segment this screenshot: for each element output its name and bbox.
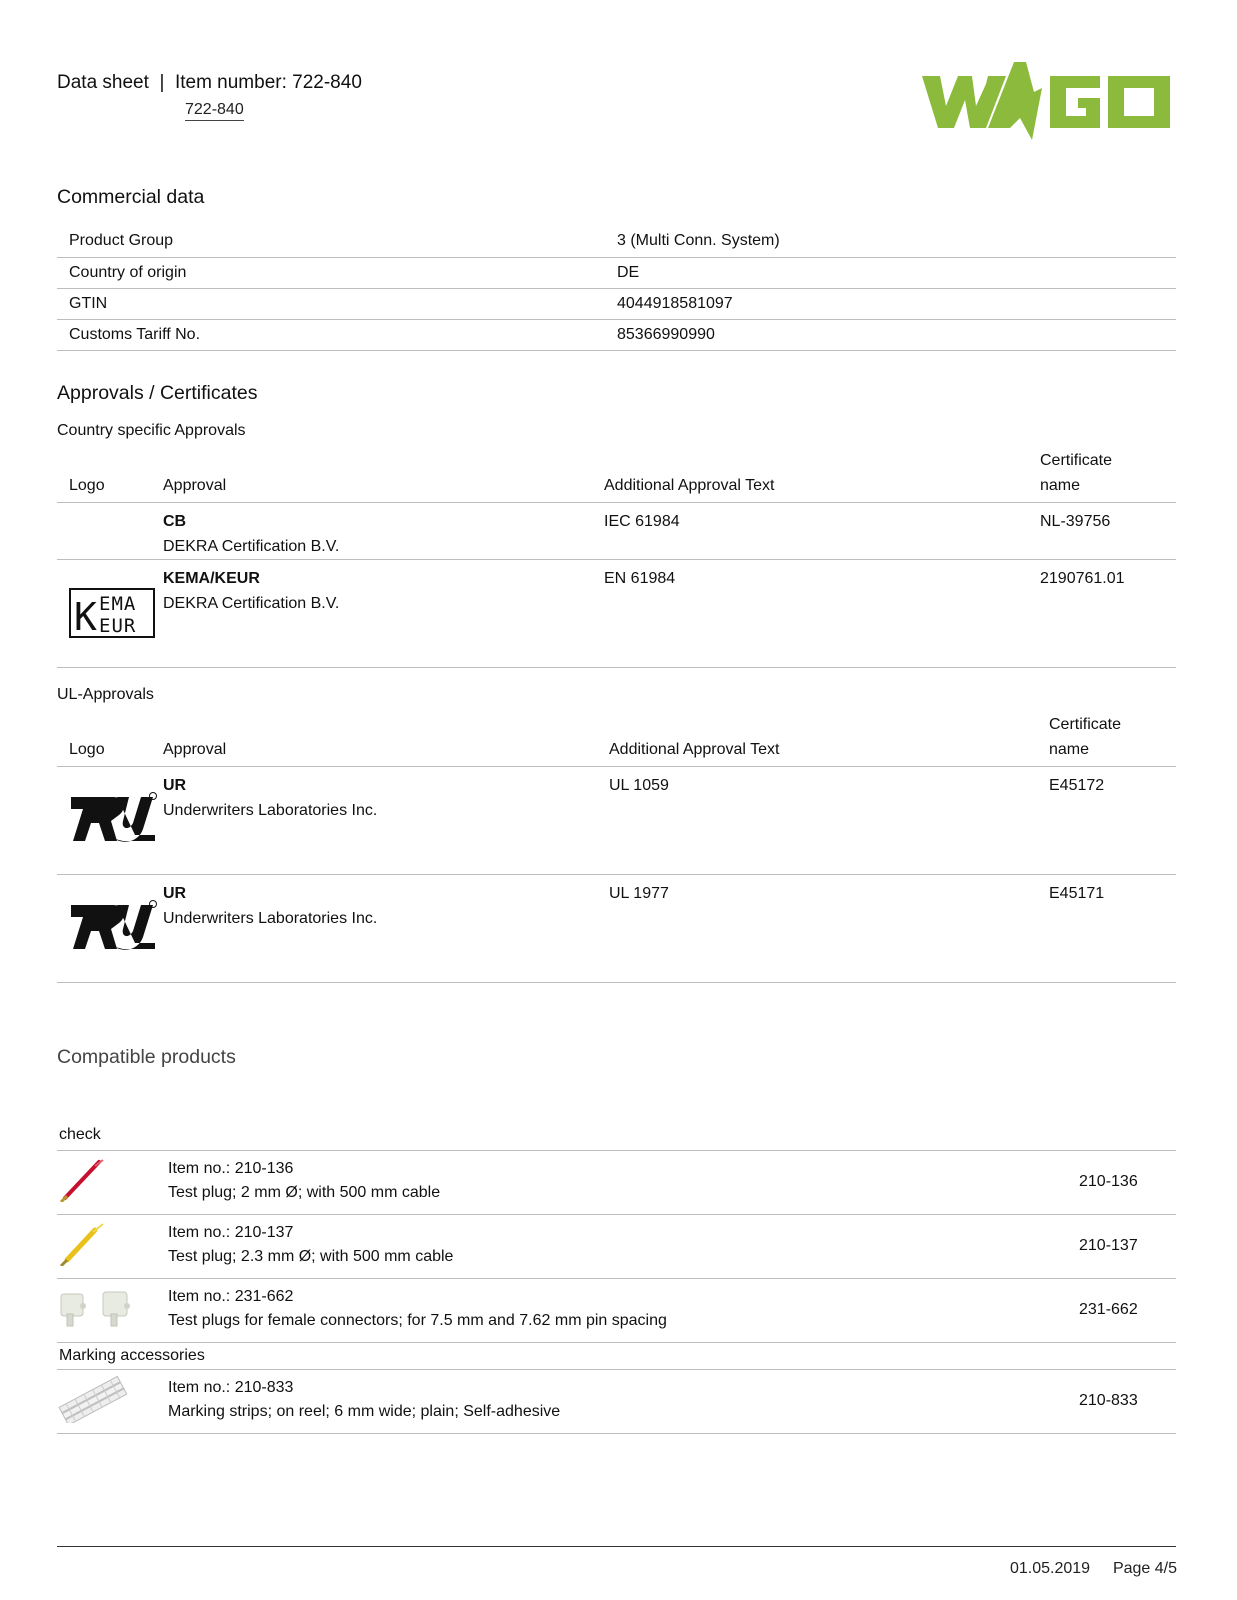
table-row	[57, 319, 1176, 350]
col-additional-text: Additional Approval Text	[604, 448, 1040, 503]
approval-org: Underwriters Laboratories Inc.	[163, 910, 378, 927]
table-row[interactable]	[57, 1150, 1176, 1214]
approval-name: UR	[163, 885, 187, 902]
table-row	[57, 226, 1176, 257]
footer-page: Page 4/5	[1112, 1560, 1177, 1577]
approvals-heading: Approvals / Certificates	[57, 382, 258, 404]
item-description: Test plug; 2 mm Ø; with 500 mm cable	[168, 1183, 441, 1201]
item-text	[168, 1369, 1079, 1433]
approval-name: KEMA/KEUR	[163, 570, 260, 587]
commercial-data-table	[57, 226, 1176, 351]
col-approval: Approval	[163, 448, 604, 503]
additional-text: EN 61984	[604, 560, 1040, 668]
document-title: Data sheet | Item number: 722-840	[57, 72, 362, 93]
table-row[interactable]	[57, 1278, 1176, 1342]
item-description: Test plug; 2.3 mm Ø; with 500 mm cable	[168, 1247, 454, 1265]
item-ref[interactable]: 210-833	[1079, 1369, 1176, 1433]
approval-cell	[163, 503, 604, 560]
item-description: Marking strips; on reel; 6 mm wide; plain; Self-adhesive	[168, 1402, 561, 1420]
compatible-products-heading: Compatible products	[57, 1046, 236, 1068]
logo-cell	[57, 560, 163, 668]
item-ref[interactable]: 210-136	[1079, 1150, 1176, 1214]
table-row	[57, 767, 1176, 875]
item-text	[168, 1278, 1079, 1342]
item-title[interactable]: Item no.: 210-136	[168, 1159, 294, 1177]
group-label: Marking accessories	[57, 1342, 1176, 1369]
svg-text:EMA: EMA	[99, 593, 137, 615]
logo-cell	[57, 875, 163, 983]
footer-divider	[57, 1546, 1176, 1547]
item-title[interactable]: Item no.: 210-833	[168, 1378, 294, 1396]
female-connector-test-plugs-icon	[57, 1286, 141, 1330]
certificate-name: 2190761.01	[1040, 560, 1176, 668]
kema-keur-logo	[69, 588, 155, 638]
col-additional-text: Additional Approval Text	[609, 712, 1049, 767]
ul-approvals-table	[57, 712, 1176, 983]
row-label: Country of origin	[57, 257, 617, 288]
table-row	[57, 560, 1176, 668]
table-row	[57, 875, 1176, 983]
approval-cell	[163, 560, 604, 668]
thumb-cell	[57, 1369, 168, 1433]
col-certificate: Certificate name	[1049, 712, 1176, 767]
ur-logo	[69, 899, 159, 955]
svg-text:EUR: EUR	[99, 615, 137, 637]
yellow-test-plug-icon	[57, 1222, 107, 1266]
marking-strips-icon	[57, 1375, 127, 1423]
table-row[interactable]	[57, 1369, 1176, 1433]
thumb-cell	[57, 1278, 168, 1342]
approval-name: UR	[163, 777, 187, 794]
row-value: DE	[617, 257, 1176, 288]
col-approval: Approval	[163, 712, 609, 767]
ul-approvals-heading: UL-Approvals	[57, 686, 154, 703]
ur-logo	[69, 791, 159, 847]
col-certificate: Certificate name	[1040, 448, 1176, 503]
row-label: GTIN	[57, 288, 617, 319]
approval-cell	[163, 875, 609, 983]
approval-org: Underwriters Laboratories Inc.	[163, 802, 378, 819]
item-title[interactable]: Item no.: 231-662	[168, 1287, 294, 1305]
country-approvals-heading: Country specific Approvals	[57, 422, 246, 439]
compatible-products-table	[57, 1118, 1176, 1434]
svg-text:K: K	[74, 595, 97, 638]
group-label: check	[57, 1118, 1176, 1150]
country-approvals-table	[57, 448, 1176, 668]
certificate-name: E45171	[1049, 875, 1176, 983]
row-label: Product Group	[57, 226, 617, 257]
logo-cell	[57, 767, 163, 875]
table-row	[57, 503, 1176, 560]
item-ref[interactable]: 210-137	[1079, 1214, 1176, 1278]
certificate-name: NL-39756	[1040, 503, 1176, 560]
col-logo: Logo	[57, 712, 163, 767]
footer-date: 01.05.2019	[1009, 1560, 1091, 1577]
additional-text: UL 1977	[609, 875, 1049, 983]
approval-org: DEKRA Certification B.V.	[163, 595, 340, 612]
approval-name: CB	[163, 513, 187, 530]
certificate-name: E45172	[1049, 767, 1176, 875]
table-row[interactable]	[57, 1214, 1176, 1278]
group-row	[57, 1118, 1176, 1150]
item-text	[168, 1150, 1079, 1214]
additional-text: IEC 61984	[604, 503, 1040, 560]
approval-org: DEKRA Certification B.V.	[163, 538, 340, 555]
row-value: 85366990990	[617, 319, 1176, 350]
table-header	[57, 448, 1176, 503]
row-value: 3 (Multi Conn. System)	[617, 226, 1176, 257]
table-row	[57, 257, 1176, 288]
item-description: Test plugs for female connectors; for 7.5 mm and 7.62 mm pin spacing	[168, 1311, 667, 1329]
thumb-cell	[57, 1150, 168, 1214]
group-row	[57, 1342, 1176, 1369]
item-text	[168, 1214, 1079, 1278]
logo-cell	[57, 503, 163, 560]
wago-logo	[922, 58, 1178, 144]
item-number-link[interactable]: 722-840	[185, 101, 244, 121]
thumb-cell	[57, 1214, 168, 1278]
row-label: Customs Tariff No.	[57, 319, 617, 350]
table-row	[57, 288, 1176, 319]
row-value: 4044918581097	[617, 288, 1176, 319]
col-logo: Logo	[57, 448, 163, 503]
commercial-data-heading: Commercial data	[57, 186, 205, 208]
red-test-plug-icon	[57, 1158, 107, 1202]
footer	[1010, 1560, 1177, 1578]
additional-text: UL 1059	[609, 767, 1049, 875]
item-title[interactable]: Item no.: 210-137	[168, 1223, 294, 1241]
item-ref[interactable]: 231-662	[1079, 1278, 1176, 1342]
table-header	[57, 712, 1176, 767]
approval-cell	[163, 767, 609, 875]
